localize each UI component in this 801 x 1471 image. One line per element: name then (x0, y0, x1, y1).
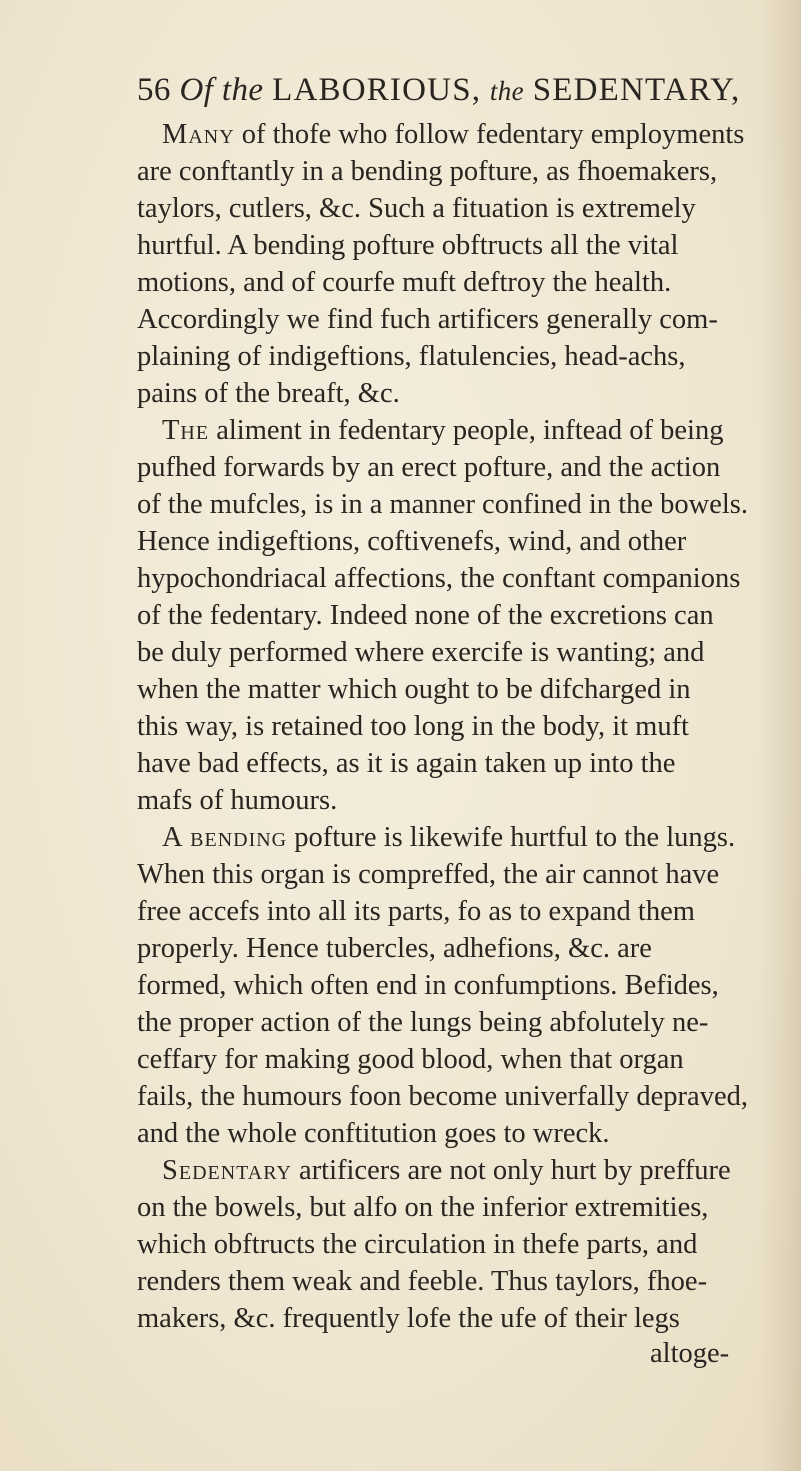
text-line: makers, &c. frequently lofe the ufe of their legs (137, 1303, 680, 1334)
text-line: Accordingly we find fuch artificers generally com- (137, 304, 718, 335)
text-line: free accefs into all its parts, fo as to expand them (137, 896, 695, 927)
running-head (137, 72, 740, 109)
text-line: taylors, cutlers, &c. Such a fituation is extremely (137, 193, 696, 224)
line-text: pofture is likewife hurtful to the lungs. (287, 822, 736, 853)
text-line (162, 1153, 731, 1189)
text-line: of the mufcles, is in a manner confined in the bowels. (137, 489, 748, 520)
text-line: fails, the humours foon become univerfally depraved, (137, 1081, 748, 1112)
text-line: pufhed forwards by an erect pofture, and the action (137, 452, 721, 483)
running-head-sedentary: SEDENTARY, (532, 72, 741, 108)
text-line (162, 117, 744, 153)
line-text: artificers are not only hurt by preffure (291, 1155, 731, 1186)
text-line: on the bowels, but alfo on the inferior extremities, (137, 1192, 709, 1223)
text-line: which obftructs the circulation in thefe parts, and (137, 1229, 698, 1260)
text-line: have bad effects, as it is again taken up into the (137, 748, 676, 779)
text-line: hypochondriacal affections, the conftant companions (137, 563, 741, 594)
text-line: formed, which often end in confumptions. Befides, (137, 970, 719, 1001)
text-line: when the matter which ought to be difcharged in (137, 674, 691, 705)
running-head-the: the (489, 76, 525, 106)
paragraph-lead: The (162, 415, 210, 446)
text-line: properly. Hence tubercles, adhefions, &c. are (137, 933, 652, 964)
text-line: renders them weak and feeble. Thus taylors, fhoe- (137, 1266, 708, 1297)
text-line (162, 820, 735, 856)
text-line: are conftantly in a bending pofture, as fhoemakers, (137, 156, 718, 187)
running-head-of-the: Of the (179, 72, 264, 108)
line-text: aliment in fedentary people, inftead of being (209, 415, 724, 446)
text-line: mafs of humours. (137, 785, 338, 816)
line-text: of thofe who follow fedentary employments (234, 119, 745, 150)
page-gutter-shadow (759, 0, 801, 1471)
text-line: Hence indigeftions, coftivenefs, wind, and other (137, 526, 687, 557)
catchword: altoge- (650, 1338, 730, 1369)
text-line: When this organ is compreffed, the air cannot have (137, 859, 720, 890)
text-line: be duly performed where exercife is wanting; and (137, 637, 705, 668)
text-line: motions, and of courfe muft deftroy the health. (137, 267, 672, 298)
page-number: 56 (137, 72, 171, 108)
paragraph-lead: Sedentary (162, 1155, 292, 1186)
text-line: pains of the breaft, &c. (137, 378, 400, 409)
text-line: plaining of indigeftions, flatulencies, head-achs, (137, 341, 686, 372)
running-head-laborious: LABORIOUS, (272, 72, 482, 108)
text-line: ceffary for making good blood, when that organ (137, 1044, 684, 1075)
text-line: and the whole conftitution goes to wreck. (137, 1118, 610, 1149)
text-line: of the fedentary. Indeed none of the excretions can (137, 600, 714, 631)
paragraph-lead: A bending (162, 822, 288, 853)
paragraph-lead: Many (162, 119, 235, 150)
text-line (162, 413, 723, 449)
text-line: the proper action of the lungs being abfolutely ne- (137, 1007, 709, 1038)
text-line: this way, is retained too long in the body, it muft (137, 711, 689, 742)
text-line: hurtful. A bending pofture obftructs all the vital (137, 230, 679, 261)
